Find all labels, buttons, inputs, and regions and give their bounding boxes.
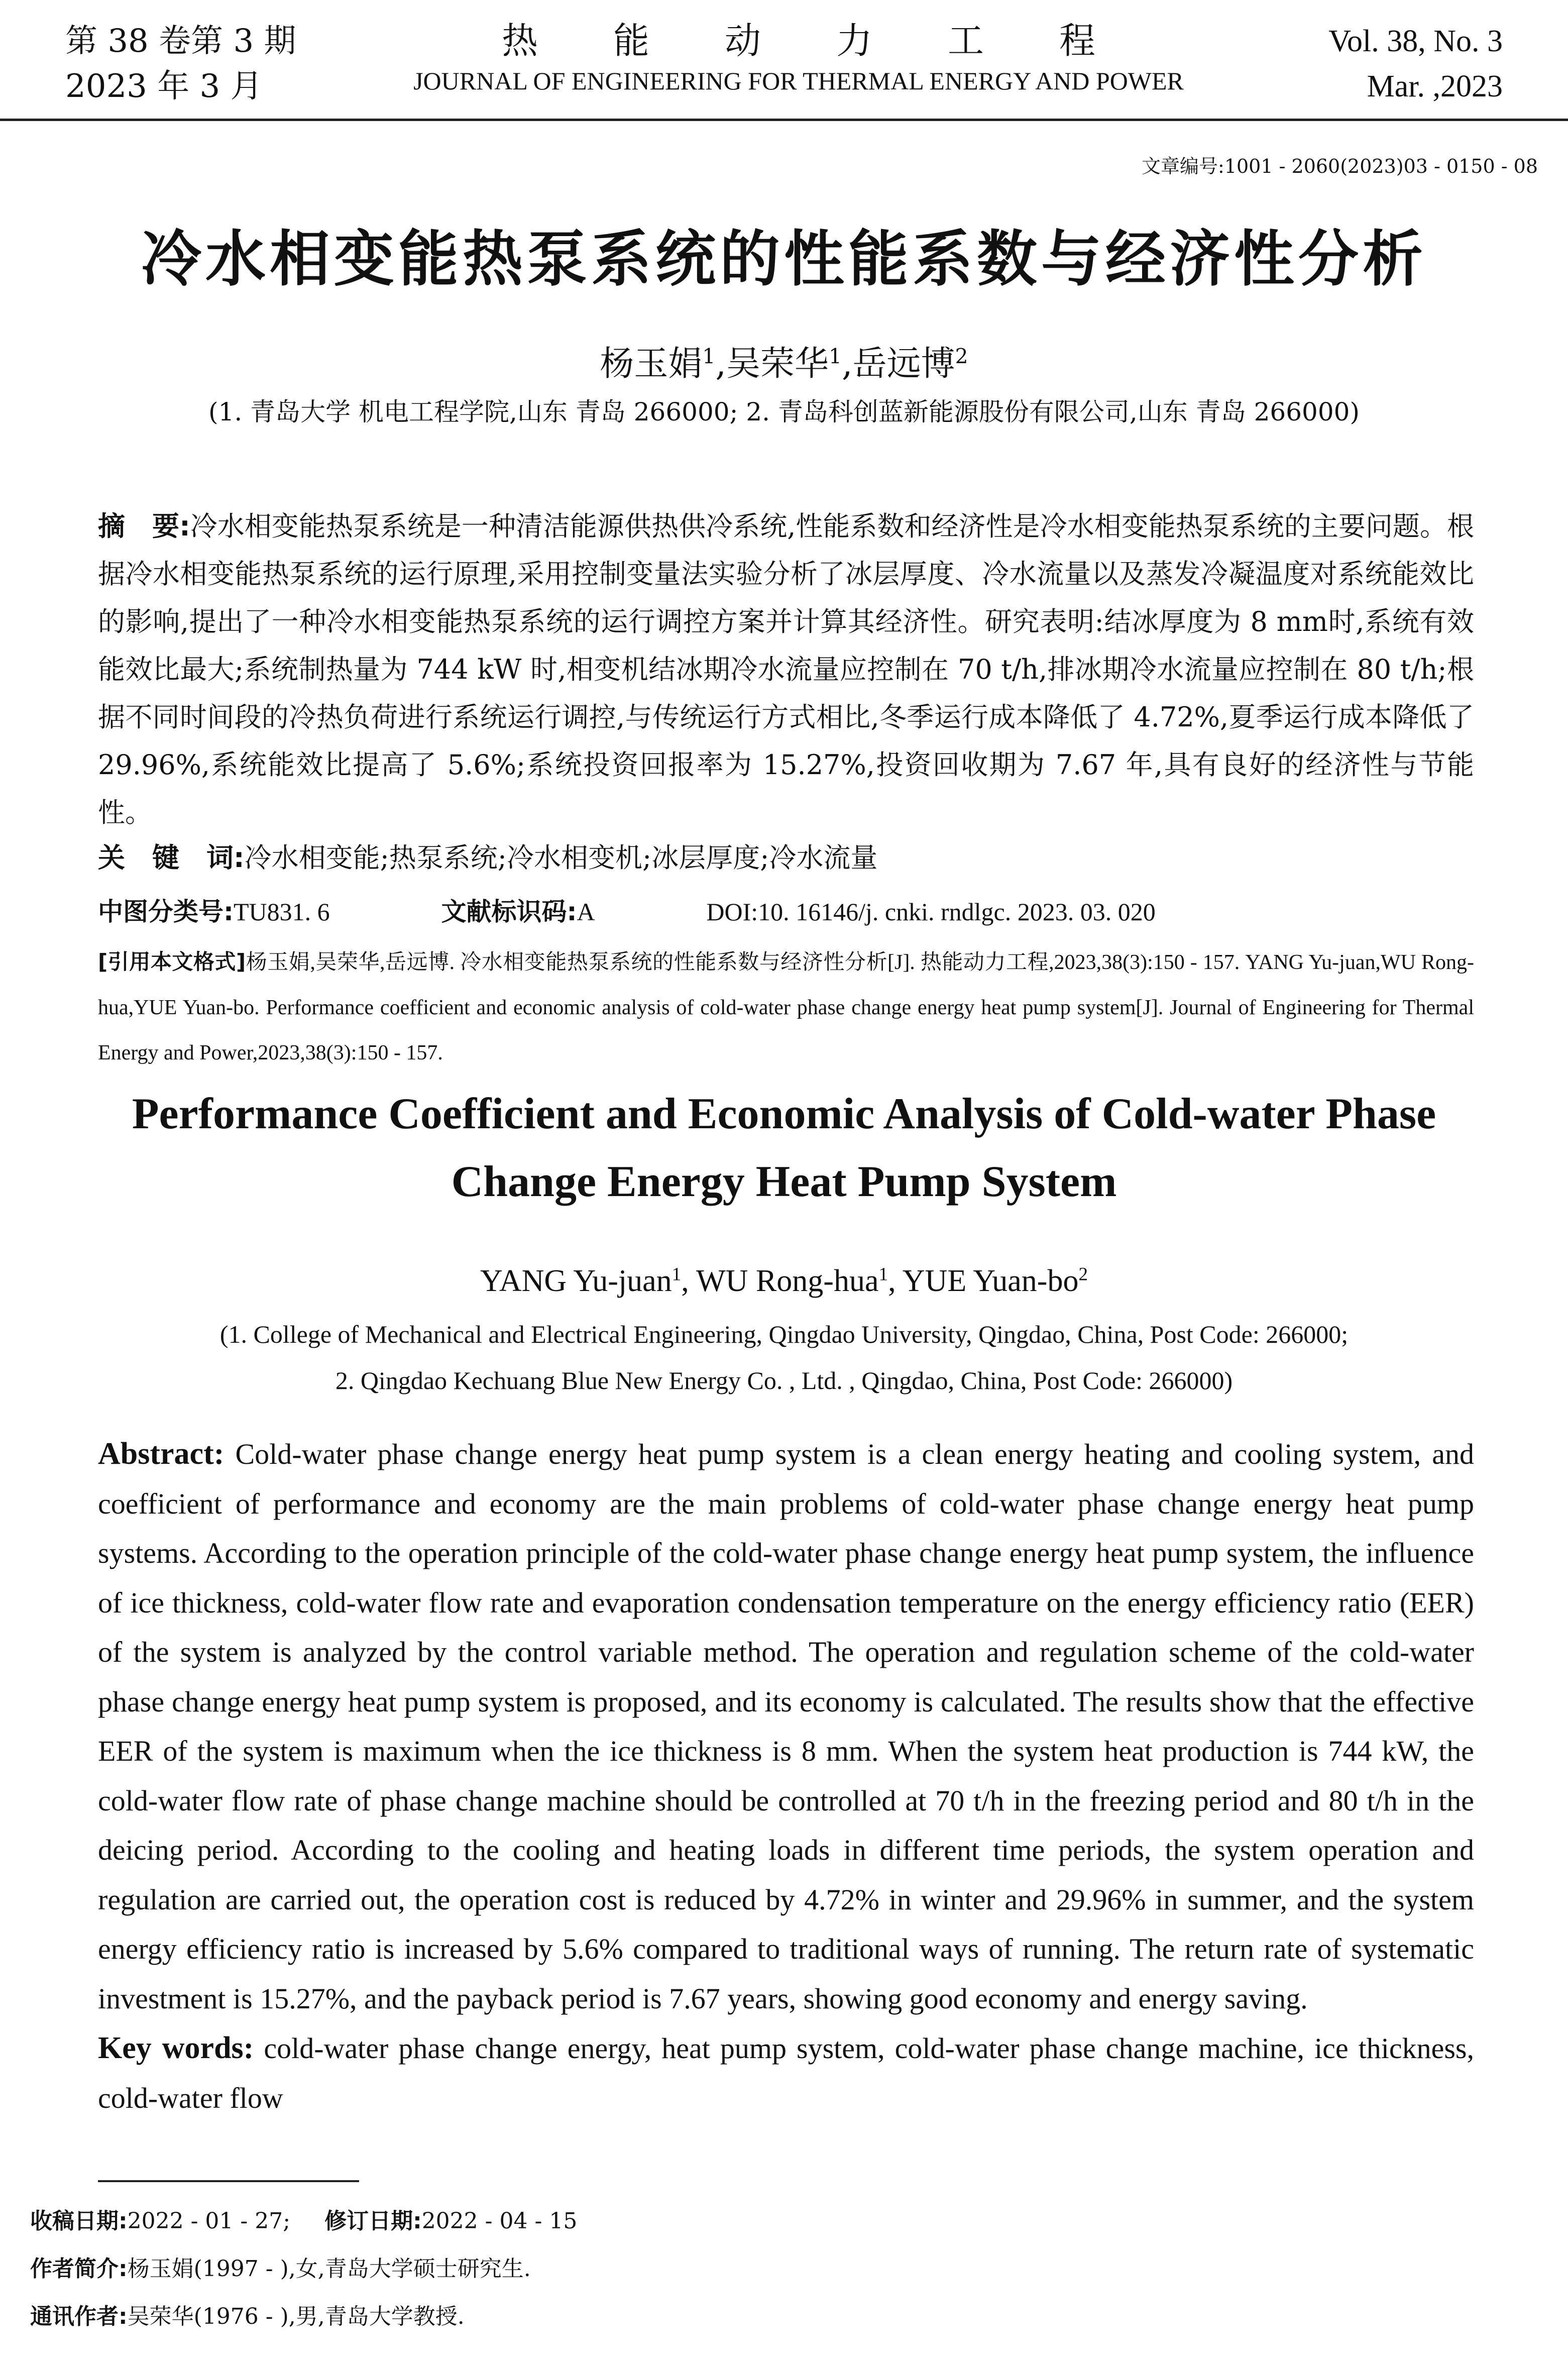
footnote-author (30, 2250, 531, 2283)
author-en: WU Rong-hua (696, 1264, 879, 1298)
revised-label: 修订日期: (324, 2208, 422, 2234)
affiliations-en (0, 1311, 1568, 1404)
author-cn: 杨玉娟 (600, 344, 703, 384)
keywords-en-label: Key words: (98, 2031, 254, 2065)
author-sup: 1 (671, 1264, 682, 1285)
authors-cn: 杨玉娟$^1$,吴荣华$^1$,岳远博$^2$ (600, 344, 968, 384)
author-en: YUE Yuan-bo (902, 1264, 1079, 1298)
citation-text: 杨玉娟,吴荣华,岳远博. 冷水相变能热泵系统的性能系数与经济性分析[J]. 热能动力工程,2023,38(3):150 - 157. YANG Yu-juan,WU Rong-hua,YUE Yuan-bo. Performance coefficient and economic analysis of cold-water phase change energy heat pump system[J]. Journal of Engineering for Thermal Energy and Power,2023,38(3):150 - 157. (98, 951, 1474, 1064)
header-volume-cn: 第 38 卷第 3 期 (65, 23, 296, 60)
keywords-cn-text: 冷水相变能;热泵系统;冷水相变机;冰层厚度;冷水流量 (244, 842, 878, 874)
header-date-en: Mar. ,2023 (1367, 69, 1503, 103)
author-bio-value: 杨玉娟(1997 - ),女,青岛大学硕士研究生. (127, 2256, 531, 2282)
title-cn: 冷水相变能热泵系统的性能系数与经济性分析 (141, 225, 1427, 294)
author-sup: 2 (1078, 1264, 1088, 1285)
journal-title-en: JOURNAL OF ENGINEERING FOR THERMAL ENERGY AND POWER (413, 67, 1184, 95)
author-sup: 1 (829, 344, 842, 369)
authors-en: YANG Yu-juan$^1$, WU Rong-hua$^1$, YUE Yuan-$bo^2$ (480, 1264, 1088, 1298)
affiliation-en-line2: 2. Qingdao Kechuang Blue New Energy Co. , Ltd. , Qingdao, China, Post Code: 266000) (335, 1366, 1233, 1394)
title-en-line1: Performance Coefficient and Economic Analysis of Cold-water Phase (132, 1090, 1436, 1138)
abstract-en (98, 1429, 1474, 2123)
affiliations-cn: (1. 青岛大学 机电工程学院,山东 青岛 266000; 2. 青岛科创蓝新能源股份有限公司,山东 青岛 266000) (208, 397, 1360, 426)
title-en (0, 1080, 1568, 1216)
keywords-en-text: cold-water phase change energy, heat pump system, cold-water phase change machine, ice thickness, cold-water flow (98, 2032, 1474, 2114)
author-en: YANG Yu-juan (480, 1264, 672, 1298)
author-cn: 吴荣华 (726, 344, 829, 384)
corresponding-label: 通讯作者: (30, 2304, 128, 2329)
author-cn: 岳远博 (852, 344, 955, 384)
abstract-cn-text: 冷水相变能热泵系统是一种清洁能源供热供冷系统,性能系数和经济性是冷水相变能热泵系统的主要问题。根据冷水相变能热泵系统的运行原理,采用控制变量法实验分析了冰层厚度、冷水流量以及蒸发冷凝温度对系统能效比的影响,提出了一种冷水相变能热泵系统的运行调控方案并计算其经济性。研究表明:结冰厚度为 8 mm时,系统有效能效比最大;系统制热量为 744 kW 时,相变机结冰期冷水流量应控制在 70 t/h,排冰期冷水流量应控制在 80 t/h;根据不同时间段的冷热负荷进行系统运行调控,与传统运行方式相比,冬季运行成本降低了 4.72%,夏季运行成本降低了 29.96%,系统能效比提高了 5.6%;系统投资回报率为 15.27%,投资回收期为 7.67 年,具有良好的经济性与节能性。 (98, 510, 1474, 828)
clc-value: TU831. 6 (234, 898, 330, 926)
citation-block (98, 939, 1474, 1076)
received-value: 2022 - 01 - 27; (127, 2208, 291, 2234)
corresponding-value: 吴荣华(1976 - ),男,青岛大学教授. (127, 2304, 465, 2329)
citation-label: [引用本文格式] (98, 949, 246, 974)
author-sup: 1 (878, 1264, 888, 1285)
doc-code-value: A (577, 898, 595, 926)
header-volume-en: Vol. 38, No. 3 (1328, 24, 1503, 58)
header-date-cn: 2023 年 3 月 (65, 68, 263, 105)
journal-title-block (382, 18, 1215, 98)
abstract-cn (98, 502, 1474, 836)
article-number: 文章编号:1001 - 2060(2023)03 - 0150 - 08 (1142, 155, 1538, 177)
footnote-dates (30, 2203, 577, 2235)
abstract-en-label: Abstract: (98, 1437, 225, 1471)
header-rule (0, 119, 1568, 121)
author-sup: 2 (955, 344, 968, 369)
doi: DOI:10. 16146/j. cnki. rndlgc. 2023. 03. 020 (706, 898, 1156, 926)
journal-title-cn: 热能动力工程 (501, 20, 1171, 62)
title-en-line2: Change Energy Heat Pump System (451, 1157, 1117, 1206)
revised-value: 2022 - 04 - 15 (421, 2208, 578, 2234)
clc-label: 中图分类号: (98, 897, 234, 926)
received-label: 收稿日期: (30, 2208, 128, 2234)
affiliation-en-line1: (1. College of Mechanical and Electrical Engineering, Qingdao University, Qingdao, China, Post Code: 266000; (219, 1320, 1349, 1348)
keywords-cn (98, 834, 1474, 882)
abstract-en-text: Cold-water phase change energy heat pump system is a clean energy heating and cooling system, and coefficient of performance and economy are the main problems of cold-water phase change energy heat pump systems. According to the operation principle of the cold-water phase change energy heat pump system, the influence of ice thickness, cold-water flow rate and evaporation condensation temperature on the energy efficiency ratio (EER) of the system is analyzed by the control variable method. The operation and regulation scheme of the cold-water phase change energy heat pump system is proposed, and its economy is calculated. The results show that the effective EER of the system is maximum when the ice thickness is 8 mm. When the system heat production is 744 kW, the cold-water flow rate of phase change machine should be controlled at 70 t/h in the freezing period and 80 t/h in the deicing period. According to the cooling and heating loads in different time periods, the system operation and regulation are carried out, the operation cost is reduced by 4.72% in winter and 29.96% in summer, and the system energy efficiency ratio is increased by 5.6% compared to traditional ways of running. The return rate of systematic investment is 15.27%, and the payback period is 7.67 years, showing good economy and energy saving. (98, 1438, 1475, 2015)
classification-line (98, 892, 1156, 928)
abstract-cn-label: 摘 要: (98, 510, 190, 542)
doc-code-label: 文献标识码: (441, 897, 577, 926)
footnote-corresponding (30, 2298, 465, 2330)
footnote-rule (98, 2180, 359, 2182)
author-sup: 1 (702, 344, 716, 369)
keywords-cn-label: 关 键 词: (98, 842, 245, 874)
author-bio-label: 作者简介: (30, 2256, 128, 2282)
